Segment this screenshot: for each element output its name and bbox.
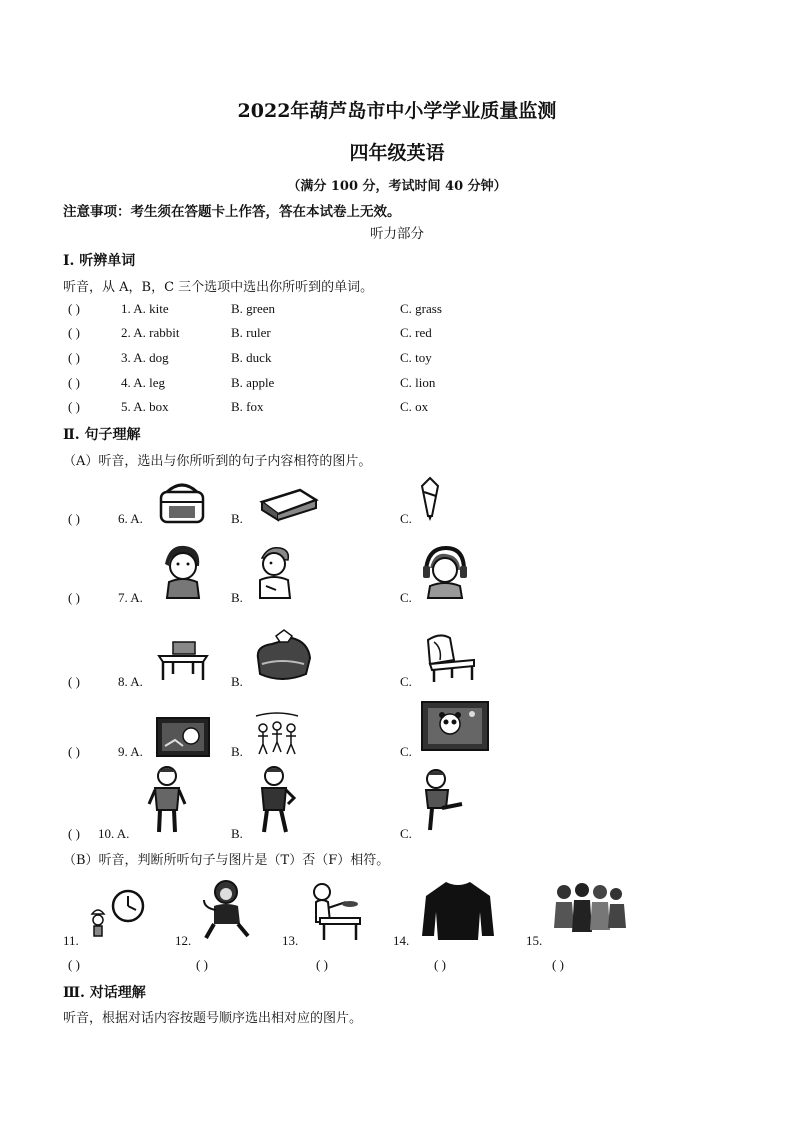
option-b: B. duck bbox=[231, 350, 272, 365]
option-b: B. fox bbox=[231, 399, 264, 414]
option-c: C. bbox=[400, 511, 412, 526]
boy-icon bbox=[254, 544, 298, 600]
part-label: 听力部分 bbox=[370, 226, 424, 242]
section1-heading: Ⅰ. 听辨单词 bbox=[63, 253, 136, 269]
boy-standing-icon bbox=[145, 764, 189, 836]
answer-bracket[interactable]: ( ) bbox=[68, 325, 80, 340]
option-c: C. ox bbox=[400, 399, 429, 414]
question-row bbox=[63, 375, 763, 397]
option-c: C. toy bbox=[400, 350, 432, 365]
girl-icon bbox=[155, 542, 207, 600]
option-c: C. lion bbox=[400, 375, 436, 390]
option-c: C. grass bbox=[400, 301, 442, 316]
option-a: 7. A. bbox=[118, 590, 143, 605]
eraser-icon bbox=[258, 486, 320, 522]
option-b: B. bbox=[231, 826, 243, 841]
bed-icon bbox=[252, 628, 314, 684]
tf-answer-bracket[interactable]: ( ) bbox=[434, 957, 446, 972]
coat-icon bbox=[420, 878, 496, 944]
option-b: B. bbox=[231, 674, 243, 689]
question-row bbox=[63, 325, 763, 347]
section3-instruction: 听音，根据对话内容按题号顺序选出相对应的图片。 bbox=[63, 1011, 363, 1026]
option-c: C. bbox=[400, 826, 412, 841]
option-a: 3. A. dog bbox=[121, 350, 169, 365]
desk-icon bbox=[155, 640, 211, 682]
tf-label: 14. bbox=[393, 933, 410, 948]
tf-answer-bracket[interactable]: ( ) bbox=[68, 957, 80, 972]
panda-picture-icon bbox=[420, 700, 490, 752]
option-a: 2. A. rabbit bbox=[121, 325, 180, 340]
answer-bracket[interactable]: ( ) bbox=[68, 375, 80, 390]
answer-bracket[interactable]: ( ) bbox=[68, 511, 80, 526]
answer-bracket[interactable]: ( ) bbox=[68, 826, 80, 841]
person-cooking-icon bbox=[306, 880, 366, 944]
option-c: C. bbox=[400, 590, 412, 605]
answer-bracket[interactable]: ( ) bbox=[68, 399, 80, 414]
question-row bbox=[63, 399, 763, 421]
tf-label: 12. bbox=[175, 933, 192, 948]
notice: 注意事项：考生须在答题卡上作答，答在本试卷上无效。 bbox=[63, 204, 401, 220]
option-b: B. bbox=[231, 511, 243, 526]
option-a: 5. A. box bbox=[121, 399, 169, 414]
option-b: B. bbox=[231, 744, 243, 759]
option-b: B. apple bbox=[231, 375, 275, 390]
option-a: 10. A. bbox=[98, 826, 130, 841]
option-b: B. green bbox=[231, 301, 276, 316]
option-a: 8. A. bbox=[118, 674, 143, 689]
option-b: B. bbox=[231, 590, 243, 605]
tf-label: 13. bbox=[282, 933, 299, 948]
score-note: （满分 100 分，考试时间 40 分钟） bbox=[287, 179, 507, 194]
tv-screen-icon bbox=[155, 716, 211, 758]
exam-subtitle: 四年级英语 bbox=[349, 142, 445, 164]
question-row bbox=[63, 350, 763, 372]
pencil-sharpener-icon bbox=[418, 476, 442, 522]
option-a: 4. A. leg bbox=[121, 375, 166, 390]
section2-instruction-b: （B）听音，判断所听句子与图片是（T）否（F）相符。 bbox=[63, 853, 390, 868]
people-dancing-icon bbox=[254, 708, 300, 756]
option-a: 6. A. bbox=[118, 511, 143, 526]
option-b: B. ruler bbox=[231, 325, 271, 340]
tf-label: 15. bbox=[526, 933, 543, 948]
chair-with-clothes-icon bbox=[420, 630, 478, 684]
option-c: C. red bbox=[400, 325, 432, 340]
chef-and-clock-icon bbox=[86, 888, 148, 944]
tf-answer-bracket[interactable]: ( ) bbox=[316, 957, 328, 972]
option-c: C. bbox=[400, 744, 412, 759]
answer-bracket[interactable]: ( ) bbox=[68, 674, 80, 689]
section2-instruction-a: （A）听音，选出与你所听到的句子内容相符的图片。 bbox=[63, 454, 372, 469]
answer-bracket[interactable]: ( ) bbox=[68, 744, 80, 759]
group-of-people-icon bbox=[552, 878, 628, 944]
question-row bbox=[63, 301, 763, 323]
section3-heading: Ⅲ. 对话理解 bbox=[63, 985, 146, 1001]
section1-instruction: 听音，从 A，B，C 三个选项中选出你所听到的单词。 bbox=[63, 280, 374, 295]
boy-kicking-icon bbox=[418, 768, 468, 834]
tf-answer-bracket[interactable]: ( ) bbox=[196, 957, 208, 972]
boy-clapping-icon bbox=[254, 764, 298, 836]
exam-title: 2022年葫芦岛市中小学学业质量监测 bbox=[237, 100, 557, 122]
option-a: 1. A. kite bbox=[121, 301, 169, 316]
section2-heading: Ⅱ. 句子理解 bbox=[63, 427, 141, 443]
option-c: C. bbox=[400, 674, 412, 689]
tf-answer-bracket[interactable]: ( ) bbox=[552, 957, 564, 972]
tf-label: 11. bbox=[63, 933, 79, 948]
answer-bracket[interactable]: ( ) bbox=[68, 350, 80, 365]
answer-bracket[interactable]: ( ) bbox=[68, 590, 80, 605]
girl-with-headphones-icon bbox=[418, 544, 470, 600]
schoolbag-icon bbox=[155, 480, 209, 524]
answer-bracket[interactable]: ( ) bbox=[68, 301, 80, 316]
option-a: 9. A. bbox=[118, 744, 143, 759]
monkey-running-icon bbox=[198, 878, 254, 944]
